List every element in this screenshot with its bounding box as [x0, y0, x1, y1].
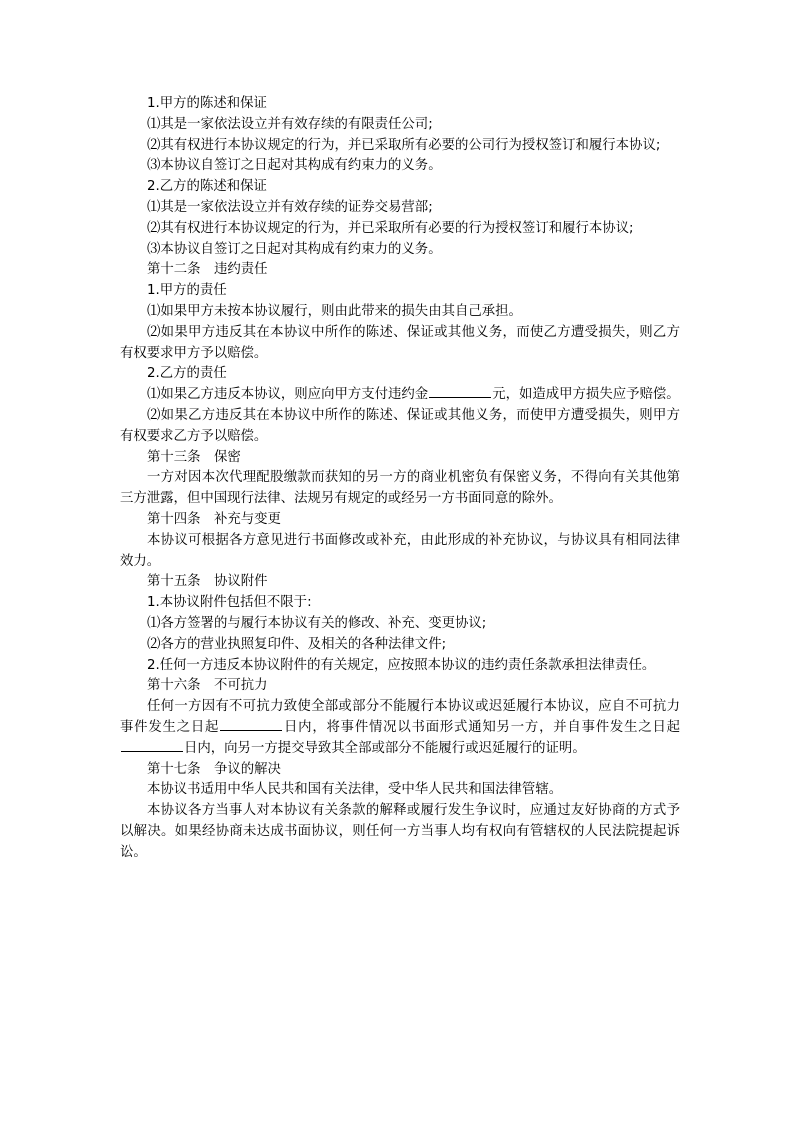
party-b-representations-heading: 2.乙方的陈述和保证	[147, 179, 267, 195]
party-a-item-2: ⑵其有权进行本协议规定的行为，并已采取所有必要的公司行为授权签订和履行本协议;	[147, 137, 661, 153]
party-b-item-3: ⑶本协议自签订之日起对其构成有约束力的义务。	[147, 241, 442, 257]
document-page	[120, 94, 680, 863]
notice-days-blank	[220, 718, 282, 731]
party-a-item-3: ⑶本协议自签订之日起对其构成有约束力的义务。	[147, 158, 442, 174]
confidentiality-text: 一方对因本次代理配股缴款而获知的另一方的商业机密负有保密义务，不得向有关其他第三方泄露，但中国现行法律、法规另有规定的或经另一方书面同意的除外。	[120, 470, 680, 507]
penalty-amount-blank	[429, 385, 491, 398]
amendment-text: 本协议可根据各方意见进行书面修改或补充，由此形成的补充协议，与协议具有相同法律效力。	[120, 532, 680, 569]
party-b-item-2: ⑵其有权进行本协议规定的行为，并已采取所有必要的行为授权签订和履行本协议;	[147, 220, 634, 236]
attachments-item-1: 1.本协议附件包括但不限于:	[147, 595, 312, 611]
party-a-item-1: ⑴其是一家依法设立并有效存续的有限责任公司;	[147, 116, 433, 132]
article-16-title: 第十六条 不可抗力	[147, 678, 268, 694]
party-b-liability-item-1	[120, 385, 680, 406]
party-b-liability-item-1-text-a: ⑴如果乙方违反本协议，则应向甲方支付违约金	[147, 387, 429, 403]
party-a-representations-heading: 1.甲方的陈述和保证	[147, 96, 267, 111]
attachments-item-2: 2.任何一方违反本协议附件的有关规定，应按照本协议的违约责任条款承担法律责任。	[147, 657, 656, 673]
party-a-liability-item-2: ⑵如果甲方违反其在本协议中所作的陈述、保证或其他义务，而使乙方遭受损失，则乙方有权要求甲方予以赔偿。	[120, 324, 680, 361]
party-b-liability-item-1-text-b: 元，如造成甲方损失应予赔偿。	[492, 387, 680, 403]
force-majeure-text-a: 任何一方因有不可抗力致使全部或部分不能履行本协议或迟延履行本协议，应自不可抗力事件发生之日起	[120, 699, 680, 735]
party-a-liability-heading: 1.甲方的责任	[147, 283, 227, 299]
article-15-title: 第十五条 协议附件	[147, 574, 268, 590]
attachments-subitem-1: ⑴各方签署的与履行本协议有关的修改、补充、变更协议;	[147, 615, 487, 631]
force-majeure-text-c: 日内，向另一方提交导致其全部或部分不能履行或迟延履行的证明。	[184, 740, 586, 756]
proof-days-blank	[121, 739, 183, 752]
party-b-liability-heading: 2.乙方的责任	[147, 366, 227, 382]
party-b-liability-item-2: ⑵如果乙方违反其在本协议中所作的陈述、保证或其他义务，而使甲方遭受损失，则甲方有权要求乙方予以赔偿。	[120, 407, 680, 444]
party-a-liability-item-1: ⑴如果甲方未按本协议履行，则由此带来的损失由其自己承担。	[147, 303, 522, 319]
force-majeure-text	[120, 697, 680, 759]
force-majeure-text-b: 日内，将事件情况以书面形式通知另一方，并自事件发生之日起	[283, 719, 681, 735]
attachments-subitem-2: ⑵各方的营业执照复印件、及相关的各种法律文件;	[147, 636, 447, 652]
party-b-item-1: ⑴其是一家依法设立并有效存续的证券交易营部;	[147, 199, 433, 215]
governing-law-text: 本协议书适用中华人民共和国有关法律，受中华人民共和国法律管辖。	[147, 782, 563, 798]
article-17-title: 第十七条 争议的解决	[147, 761, 281, 777]
article-13-title: 第十三条 保密	[147, 449, 241, 465]
article-12-title: 第十二条 违约责任	[147, 262, 268, 278]
dispute-resolution-text: 本协议各方当事人对本协议有关条款的解释或履行发生争议时，应通过友好协商的方式予以解决。如果经协商未达成书面协议，则任何一方当事人均有权向有管辖权的人民法院提起诉讼。	[120, 803, 680, 860]
article-14-title: 第十四条 补充与变更	[147, 511, 281, 527]
